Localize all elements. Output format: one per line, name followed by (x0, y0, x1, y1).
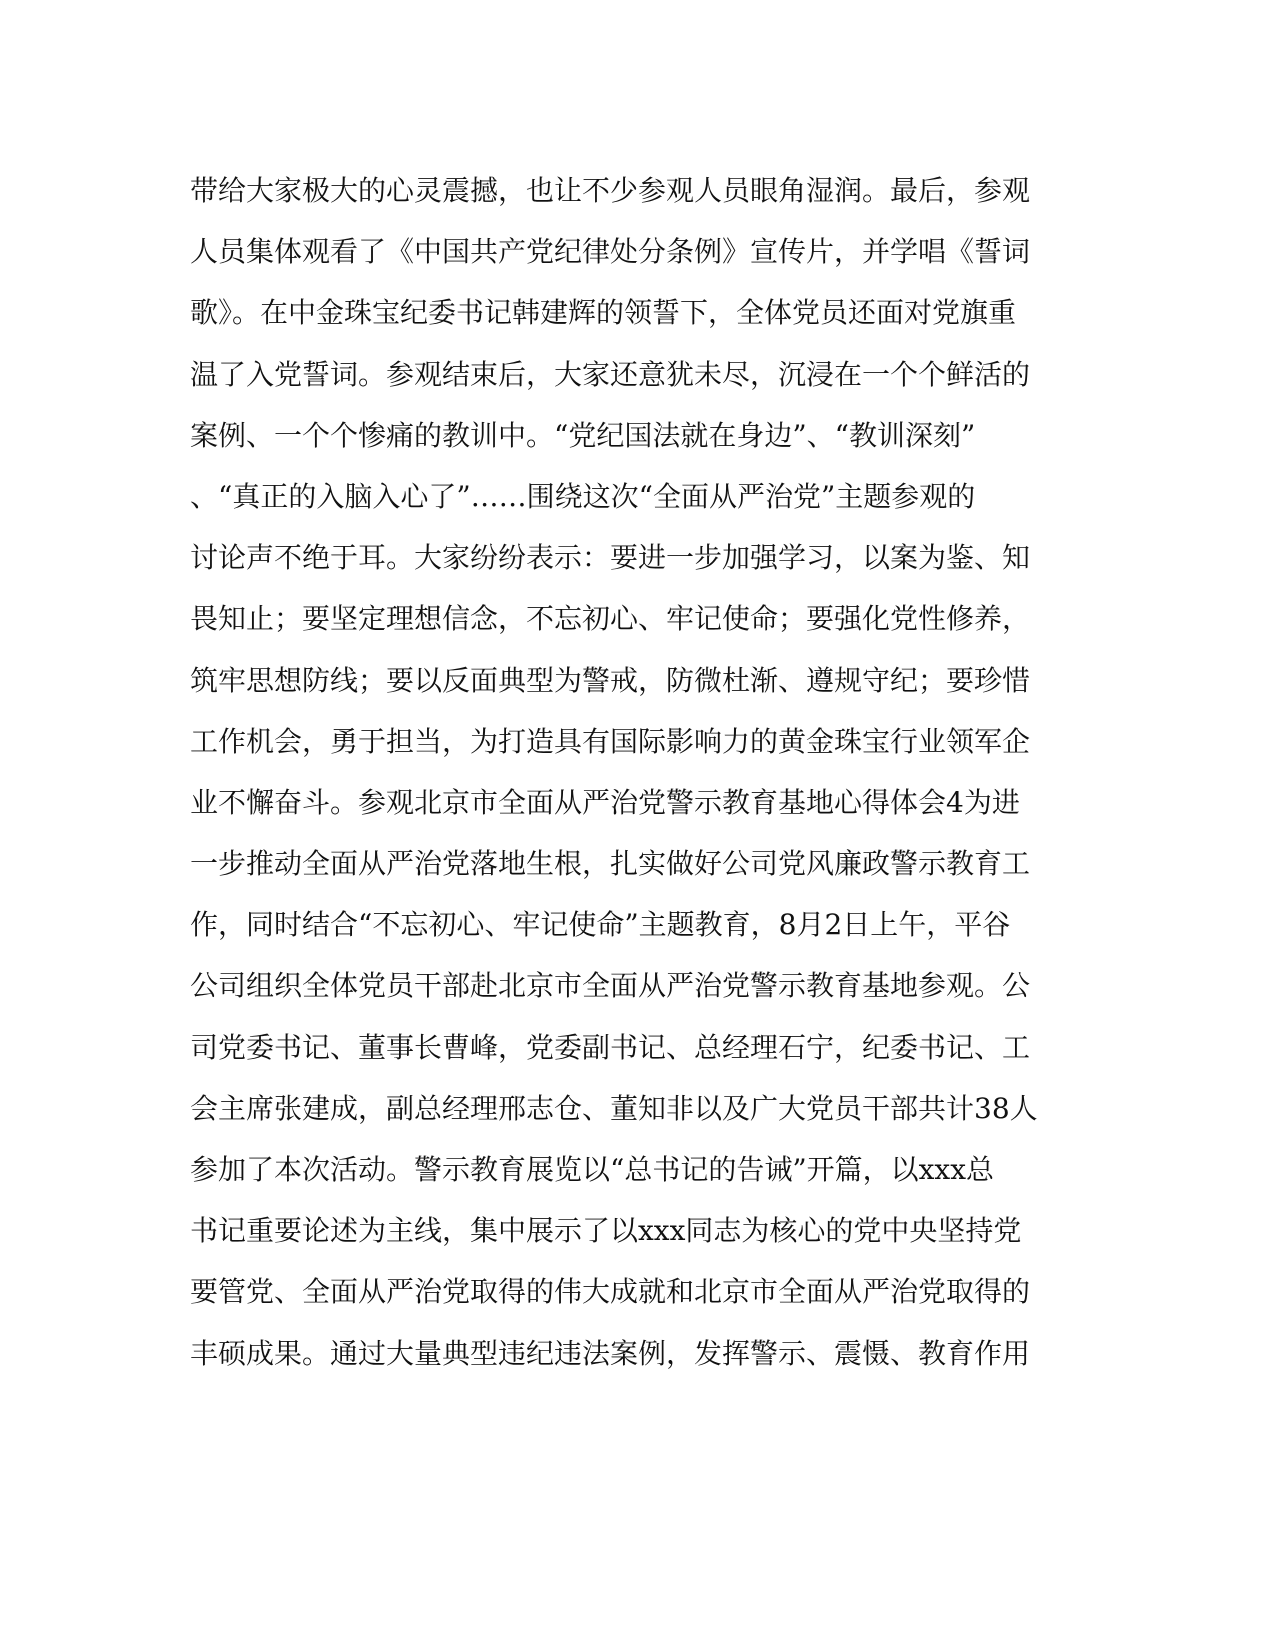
text-line: 筑牢思想防线；要以反面典型为警戒，防微杜渐、遵规守纪；要珍惜 (190, 663, 1031, 697)
text-line: 丰硕成果。通过大量典型违纪违法案例，发挥警示、震慑、教育作用 (190, 1336, 1031, 1370)
text-line: 司党委书记、董事长曹峰，党委副书记、总经理石宁，纪委书记、工 (190, 1030, 1031, 1064)
text-line: 、“真正的入脑入心了”……围绕这次“全面从严治党”主题参观的 (190, 479, 976, 513)
text-line: 作，同时结合“不忘初心、牢记使命”主题教育，8月2日上午，平谷 (190, 908, 1011, 942)
text-line: 人员集体观看了《中国共产党纪律处分条例》宣传片，并学唱《誓词 (190, 235, 1031, 269)
text-line: 案例、一个个惨痛的教训中。“党纪国法就在身边”、“教训深刻” (190, 418, 976, 452)
text-line: 带给大家极大的心灵震撼，也让不少参观人员眼角湿润。最后，参观 (190, 174, 1031, 207)
text-line: 要管党、全面从严治党取得的伟大成就和北京市全面从严治党取得的 (190, 1275, 1031, 1309)
text-line: 一步推动全面从严治党落地生根，扎实做好公司党风廉政警示教育工 (190, 847, 1031, 881)
text-line: 畏知止；要坚定理想信念，不忘初心、牢记使命；要强化党性修养， (190, 602, 1031, 636)
text-line: 会主席张建成，副总经理邢志仓、董知非以及广大党员干部共计38人 (190, 1091, 1038, 1125)
text-line: 温了入党誓词。参观结束后，大家还意犹未尽，沉浸在一个个鲜活的 (190, 357, 1031, 391)
text-line: 书记重要论述为主线，集中展示了以xxx同志为核心的党中央坚持党 (190, 1214, 1022, 1248)
text-line: 歌》。在中金珠宝纪委书记韩建辉的领誓下，全体党员还面对党旗重 (190, 296, 1017, 330)
text-line: 公司组织全体党员干部赴北京市全面从严治党警示教育基地参观。公 (190, 969, 1031, 1003)
body-text (190, 160, 1070, 1384)
text-line: 工作机会，勇于担当，为打造具有国际影响力的黄金珠宝行业领军企 (190, 724, 1031, 758)
text-line: 业不懈奋斗。参观北京市全面从严治党警示教育基地心得体会4为进 (190, 785, 1020, 819)
text-line: 参加了本次活动。警示教育展览以“总书记的告诫”开篇，以xxx总 (190, 1153, 995, 1186)
text-line: 讨论声不绝于耳。大家纷纷表示：要进一步加强学习，以案为鉴、知 (190, 541, 1031, 575)
